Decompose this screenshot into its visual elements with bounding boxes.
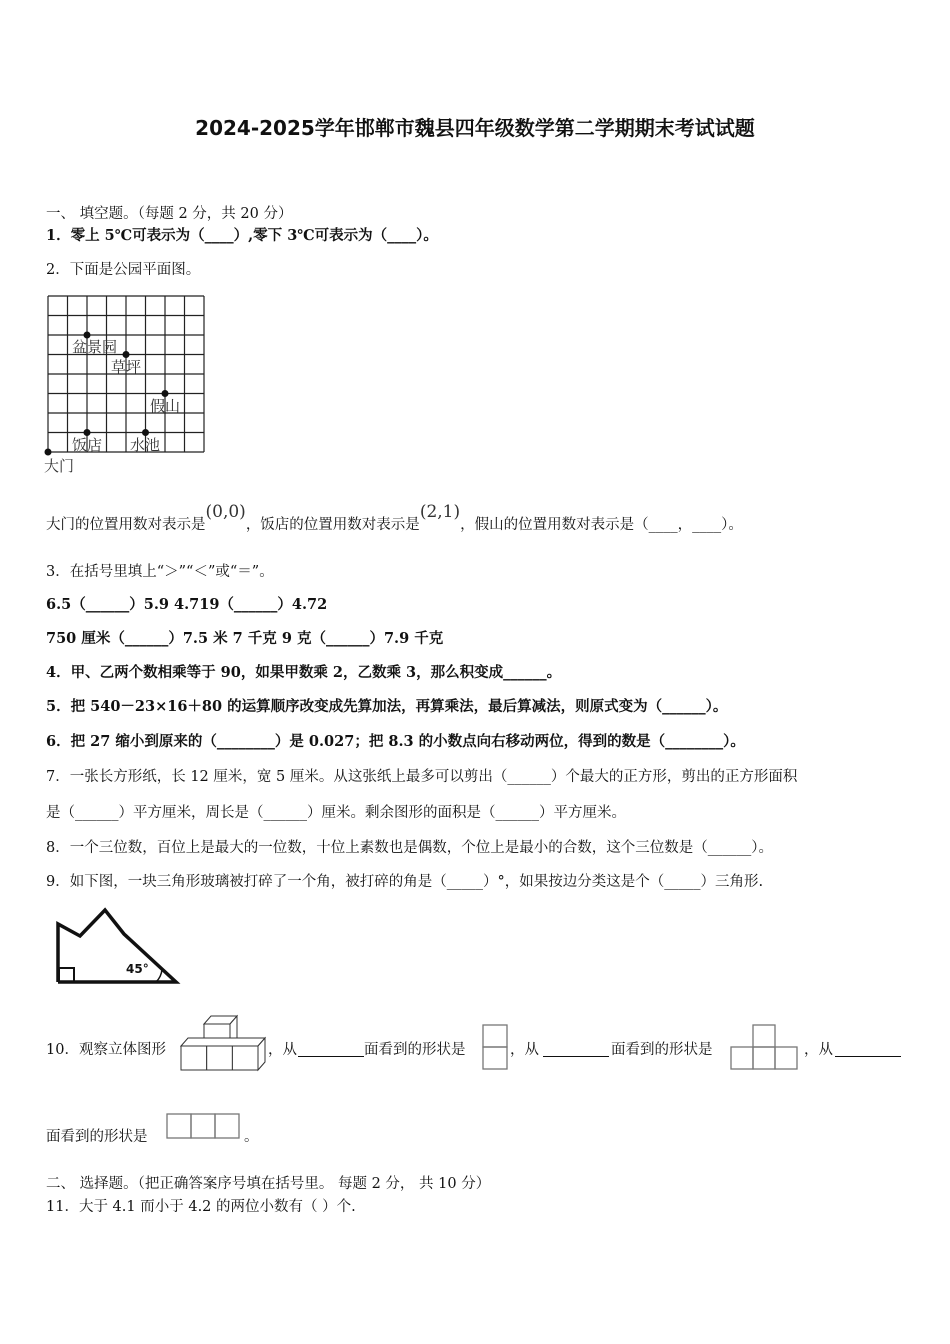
label-penjingyuan: 盆景园 bbox=[72, 338, 118, 356]
point-caoping bbox=[123, 351, 130, 358]
q10-blank-2[interactable] bbox=[543, 1040, 609, 1057]
view-shape-2 bbox=[730, 1024, 800, 1070]
question-3-title: 3．在括号里填上“＞”“＜”或“＝”。 bbox=[46, 564, 274, 580]
solid-figure bbox=[179, 1014, 265, 1072]
question-3-line-1: 6.5（______）5.9 4.719（______）4.72 bbox=[46, 596, 328, 613]
triangle-outline bbox=[58, 910, 176, 982]
question-8: 8．一个三位数，百位上是最大的一位数，十位上素数也是偶数，个位上是最小的合数，这个三位数是（______）。 bbox=[46, 840, 773, 856]
q2-part1: 大门的位置用数对表示是 bbox=[46, 517, 206, 533]
q10-part2: ，从 bbox=[268, 1042, 297, 1058]
label-shuichi: 水池 bbox=[130, 436, 161, 454]
label-fandian: 饭店 bbox=[72, 436, 103, 454]
q10-line-2: 面看到的形状是 bbox=[46, 1129, 148, 1145]
q10-part1: 10．观察立体图形 bbox=[46, 1042, 166, 1058]
question-2-line bbox=[46, 502, 743, 535]
q2-part2: ，饭店的位置用数对表示是 bbox=[245, 517, 420, 533]
broken-triangle-figure bbox=[54, 906, 184, 988]
point-fandian bbox=[84, 429, 91, 436]
q2-coord-2: (2,1) bbox=[419, 502, 461, 522]
question-2-title: 2．下面是公园平面图。 bbox=[46, 262, 201, 278]
q10-part3: 面看到的形状是 bbox=[364, 1042, 466, 1058]
angle-label: 45° bbox=[126, 962, 149, 976]
question-9: 9．如下图，一块三角形玻璃被打碎了一个角，被打碎的角是（_____）°，如果按边分类这是个（_____）三角形. bbox=[46, 874, 764, 890]
angle-arc bbox=[156, 969, 162, 982]
question-7-line-2: 是（______）平方厘米，周长是（______）厘米。剩余图形的面积是（______）平方厘米。 bbox=[46, 805, 626, 821]
label-jiashan: 假山 bbox=[150, 397, 181, 415]
page-title: 2024-2025学年邯郸市魏县四年级数学第二学期期末考试试题 bbox=[195, 116, 755, 140]
point-shuichi bbox=[142, 429, 149, 436]
point-jiashan bbox=[162, 390, 169, 397]
question-3-line-2: 750 厘米（______）7.5 米 7 千克 9 克（______）7.9 千克 bbox=[46, 630, 444, 647]
park-map bbox=[40, 290, 220, 480]
point-damen bbox=[45, 449, 52, 456]
q10-part4: ，从 bbox=[510, 1042, 539, 1058]
q10-blank-3[interactable] bbox=[835, 1040, 901, 1057]
label-damen: 大门 bbox=[44, 457, 75, 475]
question-1: 1．零上 5℃可表示为（____）,零下 3℃可表示为（____）。 bbox=[46, 227, 438, 244]
q2-coord-1: (0,0) bbox=[205, 502, 246, 522]
q2-part3: ，假山的位置用数对表示是（____，____）。 bbox=[460, 517, 743, 533]
question-11: 11．大于 4.1 而小于 4.2 的两位小数有（ ）个. bbox=[46, 1199, 356, 1215]
right-angle-mark bbox=[59, 968, 74, 982]
label-caoping: 草坪 bbox=[111, 358, 142, 376]
section-1-heading: 一、 填空题。（每题 2 分，共 20 分） bbox=[46, 206, 293, 222]
q10-part5: 面看到的形状是 bbox=[611, 1042, 713, 1058]
question-7-line-1: 7．一张长方形纸，长 12 厘米，宽 5 厘米。从这张纸上最多可以剪出（______）个最大的正方形，剪出的正方形面积 bbox=[46, 769, 798, 785]
question-5: 5．把 540－23×16＋80 的运算顺序改变成先算加法，再算乘法，最后算减法，则原式变为（______）。 bbox=[46, 698, 728, 715]
q10-end: 。 bbox=[244, 1129, 259, 1145]
view-shape-3 bbox=[166, 1113, 242, 1139]
view-shape-1 bbox=[482, 1024, 508, 1070]
question-4: 4．甲、乙两个数相乘等于 90，如果甲数乘 2，乙数乘 3，那么积变成______。 bbox=[46, 664, 562, 681]
q10-blank-1[interactable] bbox=[298, 1040, 364, 1057]
question-6: 6．把 27 缩小到原来的（________）是 0.027；把 8.3 的小数点向右移动两位，得到的数是（________）。 bbox=[46, 733, 745, 750]
section-2-heading: 二、 选择题。（把正确答案序号填在括号里。 每题 2 分， 共 10 分） bbox=[46, 1176, 491, 1192]
q10-part6: ，从 bbox=[804, 1042, 833, 1058]
